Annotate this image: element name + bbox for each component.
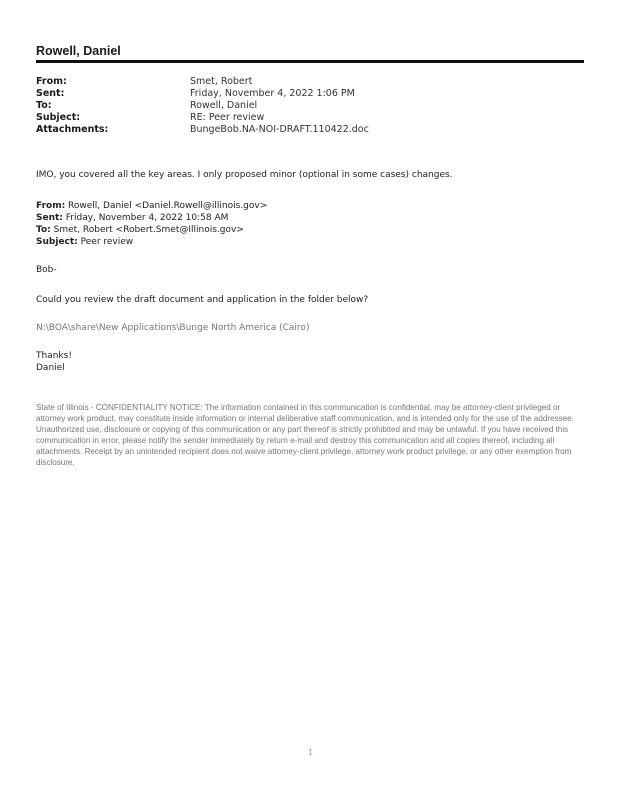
quoted-from-line	[36, 200, 267, 212]
quoted-subject-line	[36, 236, 133, 248]
meta-sent-label: Sent:	[36, 88, 65, 99]
folder-path-link[interactable]: N:\BOA\share\New Applications\Bunge North America (Cairo)	[36, 323, 310, 333]
meta-from-label: From:	[36, 76, 67, 87]
meta-subject-value: RE: Peer review	[190, 112, 265, 123]
meta-attachments-label: Attachments:	[36, 124, 109, 135]
quoted-to-label: To:	[36, 225, 51, 235]
thanks-line: Thanks!	[36, 351, 72, 361]
greeting: Bob-	[36, 265, 57, 275]
meta-to-label: To:	[36, 100, 52, 111]
header-divider	[36, 60, 584, 63]
confidentiality-notice: State of Illinois - CONFIDENTIALITY NOTICE: The information contained in this communication is confidential, may be attorney-client privileged or attorney work product, may constitute inside information or internal deliberative staff communication, and is intended only for the use of the addressee. Unauthorized use, disclosure or copying of this communication or any part thereof is strictly prohibited and may be unlawful. If you have received this communication in error, please notify the sender immediately by return e-mail and destroy this communication and all copies thereof, including all attachments. Receipt by an unintended recipient does not waive attorney-client privilege, attorney work product privilege, or any other exemption from disclosure.	[36, 403, 574, 467]
meta-from-value: Smet, Robert	[190, 76, 253, 87]
quoted-from-value: Rowell, Daniel <Daniel.Rowell@illinois.gov>	[68, 201, 268, 211]
signature: Daniel	[36, 363, 65, 373]
attachment-filename[interactable]: BungeBob.NA-NOI-DRAFT.110422.doc	[190, 124, 369, 135]
meta-to-value: Rowell, Daniel	[190, 100, 258, 111]
quoted-to-value: Smet, Robert <Robert.Smet@Illinois.gov>	[53, 225, 244, 235]
quoted-to-line	[36, 224, 244, 236]
mailbox-owner-name: Rowell, Daniel	[36, 44, 121, 58]
quoted-subject-value: Peer review	[80, 237, 134, 247]
quoted-subject-label: Subject:	[36, 237, 78, 247]
review-request: Could you review the draft document and application in the folder below?	[36, 295, 369, 305]
meta-subject-label: Subject:	[36, 112, 81, 123]
quoted-from-label: From:	[36, 201, 66, 211]
page-number: 1	[308, 748, 314, 757]
meta-sent-value: Friday, November 4, 2022 1:06 PM	[190, 88, 355, 99]
quoted-sent-line	[36, 212, 228, 224]
reply-body: IMO, you covered all the key areas. I only proposed minor (optional in some cases) changes.	[36, 170, 453, 180]
quoted-sent-label: Sent:	[36, 213, 63, 223]
quoted-sent-value: Friday, November 4, 2022 10:58 AM	[65, 213, 229, 223]
